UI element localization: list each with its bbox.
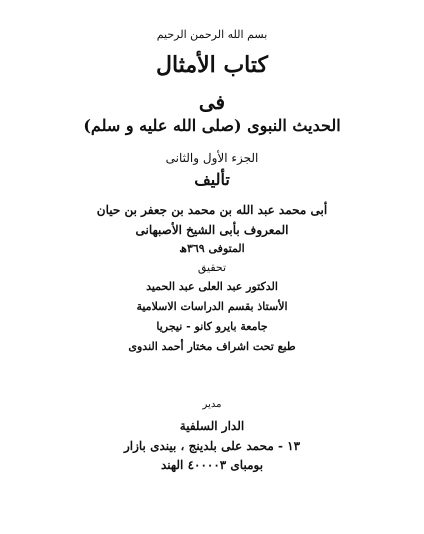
author-name: أبى محمد عبد الله بن محمد بن جعفر بن حيان <box>96 203 328 217</box>
supervision-note: طبع تحت اشراف مختار أحمد الندوى <box>128 340 296 353</box>
title-preposition: فى <box>198 90 226 114</box>
director-label: مدير <box>202 399 222 410</box>
authorship-label: تأليف <box>194 170 230 189</box>
editor-name: الدكتور عبد العلى عبد الحميد <box>146 280 278 293</box>
basmala: بسم الله الرحمن الرحيم <box>156 28 268 41</box>
publisher-address-line1: ١٣ - محمد على بلدينج ، بيندى بازار <box>123 439 301 453</box>
volume-parts: الجزء الأول والثانى <box>165 151 259 165</box>
editor-title: الأستاذ بقسم الدراسات الاسلامية <box>136 300 288 313</box>
publisher-address-line2: بومباى ٤٠٠٠٠٣ الهند <box>160 458 264 472</box>
book-title: كتاب الأمثال <box>156 52 268 78</box>
editor-university: جامعة بايرو كانو - نيجريا <box>156 320 268 333</box>
book-subject: الحديث النبوى (صلى الله عليه و سلم) <box>83 116 341 135</box>
publisher-name: الدار السلفية <box>179 419 245 433</box>
author-death-date: المتوفى ٣٦٩ھ <box>179 242 245 255</box>
editing-label: تحقيق <box>197 261 227 274</box>
author-known-as: المعروف بأبى الشيخ الأصبهانى <box>135 223 289 237</box>
